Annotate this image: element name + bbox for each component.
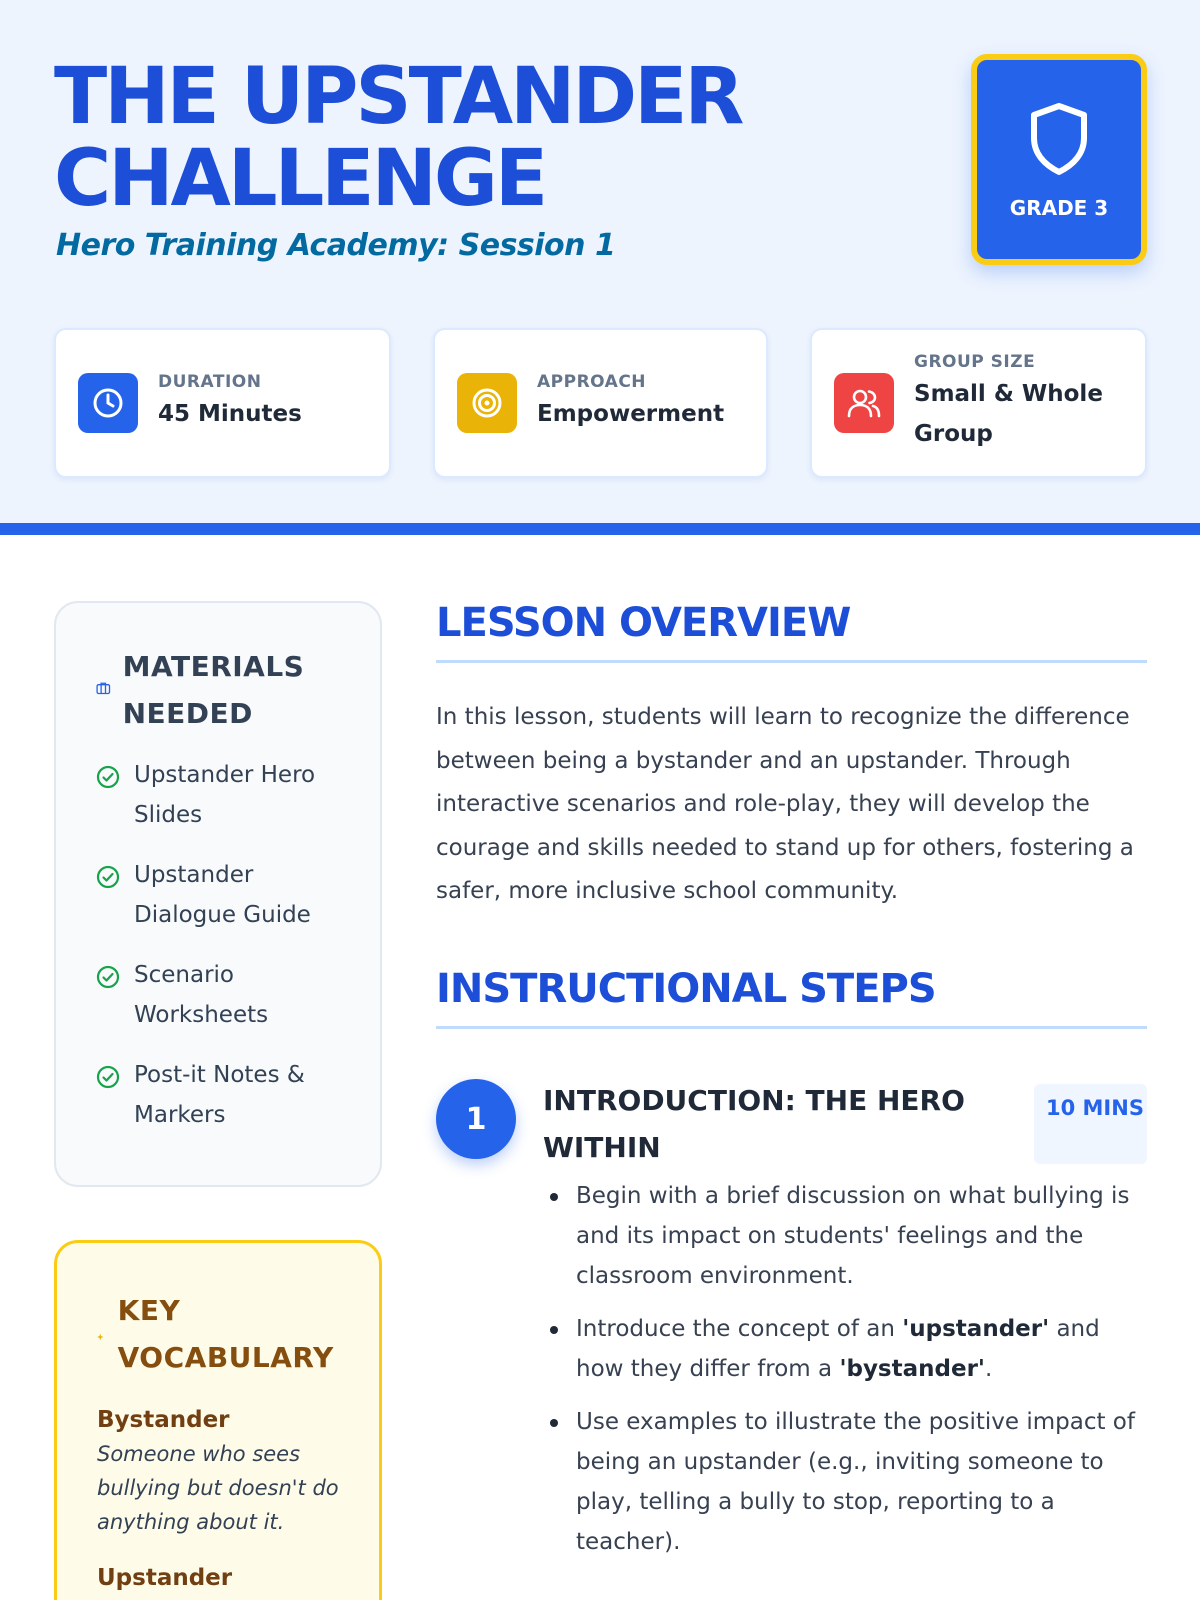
users-icon: [834, 373, 894, 433]
vocab-definition: Someone who sees bullying but doesn't do anything about it.: [97, 1442, 339, 1534]
check-circle-icon: [96, 765, 120, 789]
meta-value: Empowerment: [537, 401, 725, 427]
vocab-term: Bystander: [97, 1407, 230, 1433]
check-circle-icon: [96, 1065, 120, 1089]
step-title: INTRODUCTION: THE HERO WITHIN: [543, 1084, 965, 1164]
meta-label: APPROACH: [537, 372, 647, 392]
overview-heading: LESSON OVERVIEW: [436, 600, 1147, 663]
vocabulary-title: KEY VOCABULARY: [117, 1294, 334, 1374]
list-item: [96, 955, 358, 1035]
step-number: 1: [436, 1079, 516, 1159]
term-upstander: 'upstander': [902, 1316, 1050, 1342]
meta-value: 45 Minutes: [158, 401, 302, 427]
bullet-text: and how they differ from a: [576, 1316, 1100, 1382]
list-item: [96, 755, 358, 835]
briefcase-icon: [96, 679, 111, 697]
overview-text: In this lesson, students will learn to recognize the difference between being a bystander and an upstander. Through interactive scenarios and role-play, they will develop the courage and skills needed to stand up for others, fostering a safer, more inclusive school community.: [436, 704, 1134, 904]
duration-card: [54, 328, 391, 478]
shield-icon: [1028, 102, 1090, 176]
material-label: Post-it Notes & Markers: [134, 1062, 305, 1128]
vocab-term: Upstander: [97, 1565, 233, 1591]
material-label: Upstander Dialogue Guide: [134, 862, 311, 928]
bullet-text: Introduce the concept of an: [576, 1316, 903, 1342]
steps-heading: INSTRUCTIONAL STEPS: [436, 966, 1147, 1029]
list-item: [576, 1309, 1146, 1389]
grade-label: GRADE 3: [1009, 196, 1109, 220]
material-label: Scenario Worksheets: [134, 962, 269, 1028]
meta-label: DURATION: [158, 372, 262, 392]
materials-title: MATERIALS NEEDED: [122, 650, 305, 730]
material-label: Upstander Hero Slides: [134, 762, 316, 828]
clock-icon: [78, 373, 138, 433]
bullet-text: .: [984, 1356, 993, 1382]
bullet-text: Begin with a brief discussion on what bullying is and its impact on students' feelings and the classroom environment.: [576, 1183, 1130, 1289]
grade-badge: [971, 54, 1147, 265]
group-size-card: [810, 328, 1147, 478]
sparkle-icon: [97, 1333, 104, 1341]
meta-value: Small & Whole Group: [914, 381, 1103, 447]
term-bystander: 'bystander': [839, 1356, 985, 1382]
target-icon: [457, 373, 517, 433]
check-circle-icon: [96, 965, 120, 989]
approach-card: [433, 328, 768, 478]
list-item: [576, 1176, 1146, 1296]
meta-label: GROUP SIZE: [914, 352, 1036, 372]
page-subtitle: Hero Training Academy: Session 1: [56, 228, 616, 263]
page-title: THE UPSTANDER CHALLENGE: [54, 52, 742, 224]
list-item: [576, 1402, 1146, 1562]
step-duration-badge: 10 MINS: [1034, 1084, 1147, 1164]
list-item: [96, 1055, 358, 1135]
list-item: [96, 855, 358, 935]
step-bullets: [576, 1176, 1146, 1575]
vocabulary-panel: [54, 1240, 382, 1600]
bullet-text: Use examples to illustrate the positive impact of being an upstander (e.g., inviting someone to play, telling a bully to stop, reporting to a teacher).: [576, 1409, 1135, 1555]
header: [0, 0, 1200, 535]
check-circle-icon: [96, 865, 120, 889]
materials-panel: [54, 601, 382, 1187]
